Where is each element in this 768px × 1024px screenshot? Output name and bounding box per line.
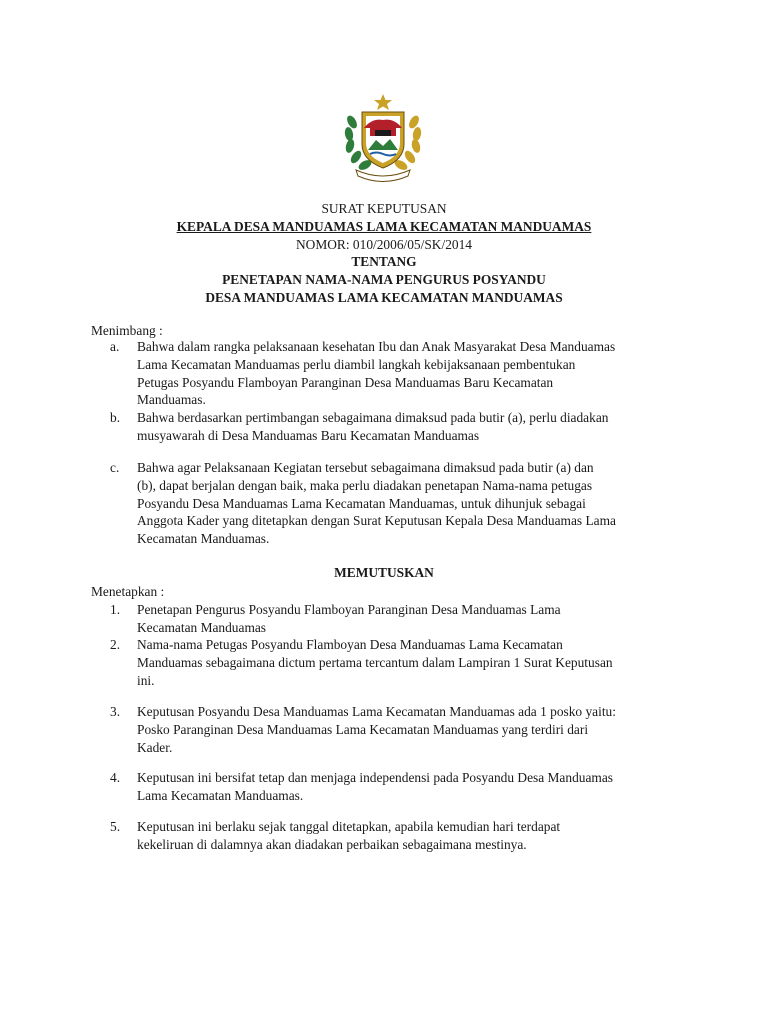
text-line: (b), dapat berjalan dengan baik, maka perlu diadakan penetapan Nama-nama petugas <box>137 477 593 493</box>
item-text <box>137 459 687 548</box>
item-text <box>137 818 687 854</box>
about-line-2: DESA MANDUAMAS LAMA KECAMATAN MANDUAMAS <box>205 289 563 305</box>
text-line: musyawarah di Desa Manduamas Baru Kecamatan Manduamas <box>137 427 480 443</box>
menetapkan-label: Menetapkan : <box>91 584 165 599</box>
item-text <box>137 338 687 409</box>
item-marker: 3. <box>110 704 121 719</box>
regency-coat-of-arms-icon <box>342 92 424 182</box>
text-line: Bahwa berdasarkan pertimbangan sebagaimana dimaksud pada butir (a), perlu diadakan <box>137 410 609 425</box>
document-number: NOMOR: 010/2006/05/SK/2014 <box>296 236 472 252</box>
memutuskan-heading: MEMUTUSKAN <box>334 565 434 580</box>
item-marker: 4. <box>110 770 121 785</box>
text-line: Keputusan ini berlaku sejak tanggal ditetapkan, apabila kemudian hari terdapat <box>137 819 561 834</box>
menimbang-label: Menimbang : <box>91 323 163 338</box>
item-text <box>137 601 687 637</box>
item-marker: 5. <box>110 819 121 834</box>
text-line: Kecamatan Manduamas <box>137 619 267 635</box>
text-line: Penetapan Pengurus Posyandu Flamboyan Paranginan Desa Manduamas Lama <box>137 602 561 617</box>
item-text <box>137 769 687 805</box>
item-marker: b. <box>110 410 121 425</box>
text-line: Lama Kecamatan Manduamas perlu diambil langkah kebijaksanaan pembentukan <box>137 356 576 372</box>
item-marker: c. <box>110 460 120 475</box>
text-line: ini. <box>137 672 155 688</box>
text-line: Posko Paranginan Desa Manduamas Lama Kecamatan Manduamas yang terdiri dari <box>137 721 589 737</box>
text-line: Lama Kecamatan Manduamas. <box>137 787 304 803</box>
text-line: Manduamas. <box>137 392 206 408</box>
document-subtitle: KEPALA DESA MANDUAMAS LAMA KECAMATAN MANDUAMAS <box>176 218 592 234</box>
text-line: Kecamatan Manduamas. <box>137 531 270 547</box>
document-title: SURAT KEPUTUSAN <box>321 201 447 216</box>
item-marker: a. <box>110 339 120 354</box>
text-line: Nama-nama Petugas Posyandu Flamboyan Desa Manduamas Lama Kecamatan <box>137 637 563 652</box>
about-line-1: PENETAPAN NAMA-NAMA PENGURUS POSYANDU <box>222 272 546 288</box>
text-line: Anggota Kader yang ditetapkan dengan Surat Keputusan Kepala Desa Manduamas Lama <box>137 513 616 529</box>
item-marker: 1. <box>110 602 121 617</box>
text-line: Bahwa agar Pelaksanaan Kegiatan tersebut sebagaimana dimaksud pada butir (a) dan <box>137 460 594 475</box>
item-marker: 2. <box>110 637 121 652</box>
text-line: kekeliruan di dalamnya akan diadakan perbaikan sebagaimana mestinya. <box>137 836 527 852</box>
text-line: Keputusan ini bersifat tetap dan menjaga independensi pada Posyandu Desa Manduamas <box>137 770 613 785</box>
text-line: Keputusan Posyandu Desa Manduamas Lama Kecamatan Manduamas ada 1 posko yaitu: <box>137 704 616 719</box>
item-text <box>137 636 687 689</box>
document-header <box>0 200 768 307</box>
about-label: TENTANG <box>351 254 417 270</box>
text-line: Manduamas sebagaimana dictum pertama tercantum dalam Lampiran 1 Surat Keputusan <box>137 654 613 670</box>
item-text <box>137 703 687 756</box>
text-line: Bahwa dalam rangka pelaksanaan kesehatan Ibu dan Anak Masyarakat Desa Manduamas <box>137 339 616 354</box>
text-line: Petugas Posyandu Flamboyan Paranginan Desa Manduamas Baru Kecamatan <box>137 374 554 390</box>
text-line: Kader. <box>137 739 173 755</box>
item-text <box>137 409 687 445</box>
text-line: Posyandu Desa Manduamas Lama Kecamatan Manduamas, untuk dihunjuk sebagai <box>137 495 586 511</box>
